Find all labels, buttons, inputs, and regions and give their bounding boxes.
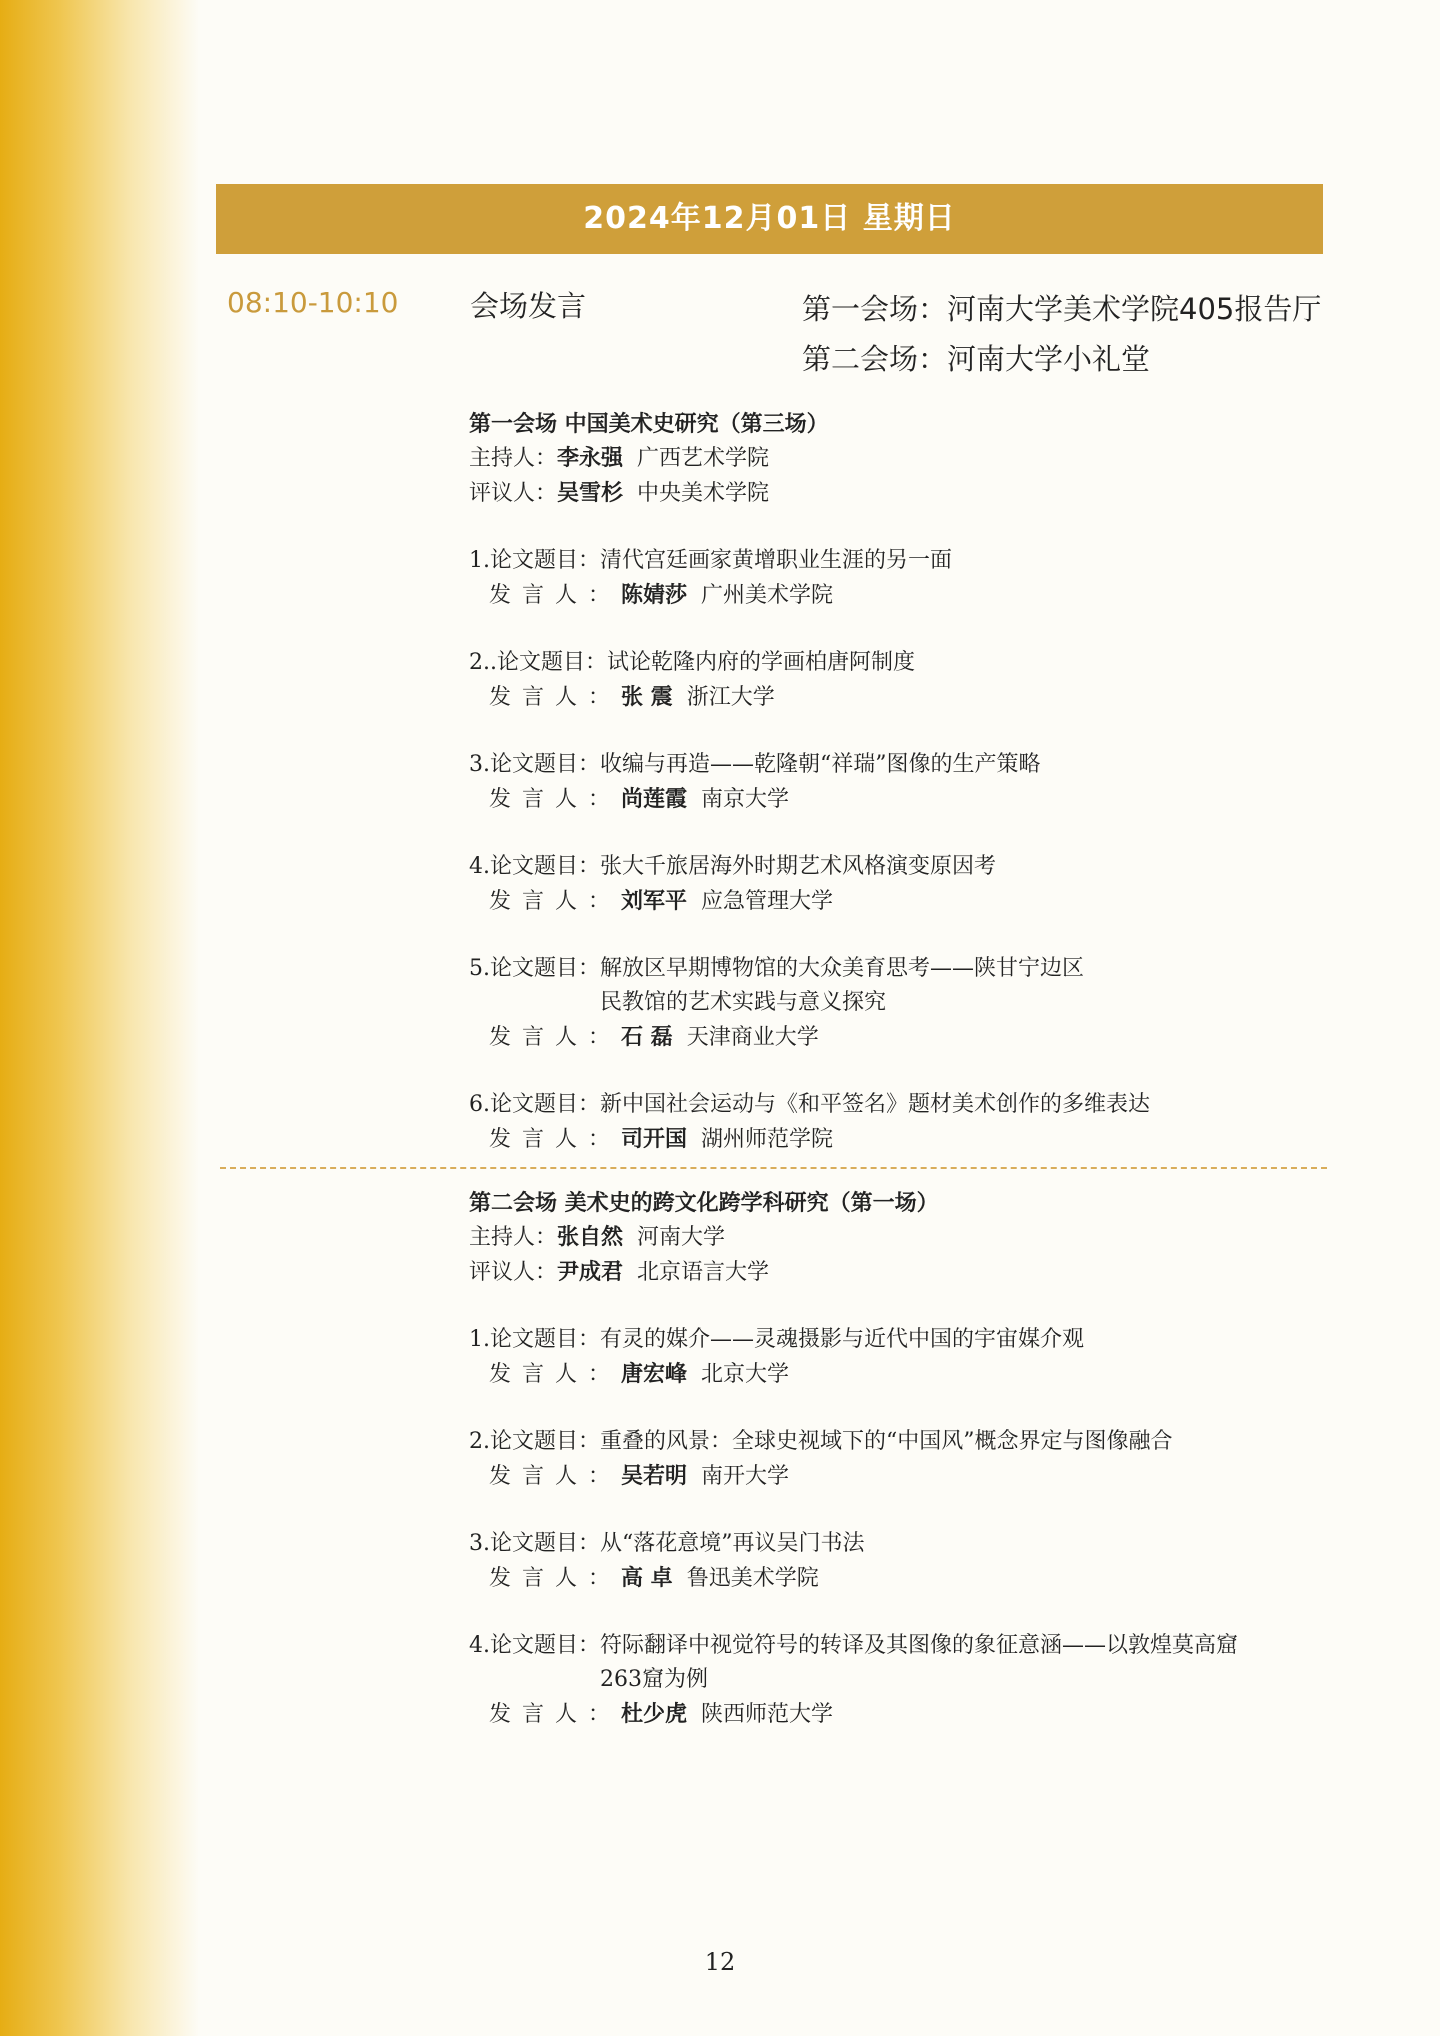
host-row (469, 1220, 1329, 1255)
reviewer-name: 尹成君 (557, 1259, 624, 1285)
speaker-label: 发言人： (489, 685, 622, 710)
paper-title: 新中国社会运动与《和平签名》题材美术创作的多维表达 (600, 1092, 1151, 1117)
paper-title (600, 1629, 1329, 1697)
venue-1: 第一会场：河南大学美术学院405报告厅 (802, 292, 1322, 326)
speaker-name: 司开国 (621, 1126, 688, 1152)
reviewer-label: 评议人： (469, 1260, 558, 1285)
reviewer-label: 评议人： (469, 481, 558, 506)
speaker-org: 应急管理大学 (701, 889, 834, 914)
speaker-name: 石 磊 (621, 1024, 673, 1050)
paper-label: 3.论文题目： (469, 752, 600, 777)
speaker-name: 唐宏峰 (621, 1361, 688, 1387)
side-gradient-decoration (0, 0, 200, 2036)
speaker-label: 发言人： (489, 1566, 622, 1591)
speaker-org: 北京大学 (701, 1362, 790, 1387)
speaker-org: 鲁迅美术学院 (686, 1566, 819, 1591)
speaker-name: 陈婧莎 (621, 582, 688, 608)
paper-item (469, 1088, 1329, 1157)
host-name: 张自然 (557, 1224, 624, 1250)
paper-item (469, 1629, 1329, 1732)
host-org: 广西艺术学院 (637, 446, 770, 471)
paper-label: 4.论文题目： (469, 854, 600, 879)
speaker-name: 张 震 (621, 684, 673, 710)
paper-title: 从“落花意境”再议吴门书法 (600, 1531, 865, 1556)
session-divider (220, 1167, 1327, 1169)
speaker-label: 发言人： (489, 1127, 622, 1152)
speaker-org: 广州美术学院 (701, 583, 834, 608)
session-title: 第一会场 中国美术史研究（第三场） (469, 411, 829, 437)
reviewer-row (469, 1255, 1329, 1290)
paper-title: 张大千旅居海外时期艺术风格演变原因考 (600, 854, 997, 879)
paper-item (469, 952, 1329, 1055)
venue-list (802, 284, 1321, 384)
paper-label: 1.论文题目： (469, 1327, 600, 1352)
speaker-name: 杜少虎 (621, 1701, 688, 1727)
reviewer-org: 北京语言大学 (637, 1260, 770, 1285)
reviewer-org: 中央美术学院 (637, 481, 770, 506)
speaker-label: 发言人： (489, 1025, 622, 1050)
reviewer-name: 吴雪杉 (557, 480, 624, 506)
host-row (469, 441, 1329, 476)
speaker-label: 发言人： (489, 889, 622, 914)
speaker-name: 刘军平 (621, 888, 688, 914)
paper-title-line-2: 民教馆的艺术实践与意义探究 (600, 990, 887, 1015)
speaker-name: 尚莲霞 (621, 786, 688, 812)
paper-title-line-1: 解放区早期博物馆的大众美育思考——陕甘宁边区 (600, 956, 1085, 981)
paper-label: 2..论文题目： (469, 650, 607, 675)
speaker-label: 发言人： (489, 1464, 622, 1489)
paper-title (600, 952, 1329, 1020)
paper-item (469, 646, 1329, 715)
date-banner: 2024年12月01日 星期日 (216, 184, 1323, 254)
paper-item (469, 1527, 1329, 1596)
paper-item (469, 850, 1329, 919)
paper-label: 6.论文题目： (469, 1092, 600, 1117)
paper-item (469, 544, 1329, 613)
reviewer-row (469, 476, 1329, 511)
host-label: 主持人： (469, 1225, 558, 1250)
host-label: 主持人： (469, 446, 558, 471)
venue-2: 第二会场：河南大学小礼堂 (802, 342, 1151, 376)
paper-label: 5.论文题目： (469, 956, 600, 981)
paper-title-line-2: 263窟为例 (600, 1667, 708, 1692)
paper-title: 有灵的媒介——灵魂摄影与近代中国的宇宙媒介观 (600, 1327, 1085, 1352)
paper-item (469, 1323, 1329, 1392)
speaker-name: 吴若明 (621, 1463, 688, 1489)
paper-title-line-1: 符际翻译中视觉符号的转译及其图像的象征意涵——以敦煌莫高窟 (600, 1633, 1239, 1658)
speaker-org: 陕西师范大学 (701, 1702, 834, 1727)
activity-label: 会场发言 (470, 289, 587, 323)
speaker-name: 高 卓 (621, 1565, 673, 1591)
speaker-label: 发言人： (489, 583, 622, 608)
paper-title: 清代宫廷画家黄增职业生涯的另一面 (600, 548, 953, 573)
paper-label: 1.论文题目： (469, 548, 600, 573)
paper-title: 收编与再造——乾隆朝“祥瑞”图像的生产策略 (600, 752, 1041, 777)
speaker-org: 南开大学 (701, 1464, 790, 1489)
speaker-org: 湖州师范学院 (701, 1127, 834, 1152)
speaker-org: 浙江大学 (686, 685, 775, 710)
speaker-org: 南京大学 (701, 787, 790, 812)
page-number: 12 (704, 1948, 736, 1976)
paper-item (469, 748, 1329, 817)
paper-title: 试论乾隆内府的学画柏唐阿制度 (606, 650, 915, 675)
speaker-org: 天津商业大学 (686, 1025, 819, 1050)
paper-label: 3.论文题目： (469, 1531, 600, 1556)
host-name: 李永强 (557, 445, 624, 471)
speaker-label: 发言人： (489, 1702, 622, 1727)
time-slot: 08:10-10:10 (227, 286, 399, 319)
paper-label: 2.论文题目： (469, 1429, 600, 1454)
session-2 (469, 1186, 1329, 1732)
session-title: 第二会场 美术史的跨文化跨学科研究（第一场） (469, 1190, 939, 1216)
speaker-label: 发言人： (489, 787, 622, 812)
paper-item (469, 1425, 1329, 1494)
host-org: 河南大学 (637, 1225, 726, 1250)
paper-title: 重叠的风景：全球史视域下的“中国风”概念界定与图像融合 (600, 1429, 1173, 1454)
paper-label: 4.论文题目： (469, 1633, 600, 1658)
session-1 (469, 407, 1329, 1157)
speaker-label: 发言人： (489, 1362, 622, 1387)
